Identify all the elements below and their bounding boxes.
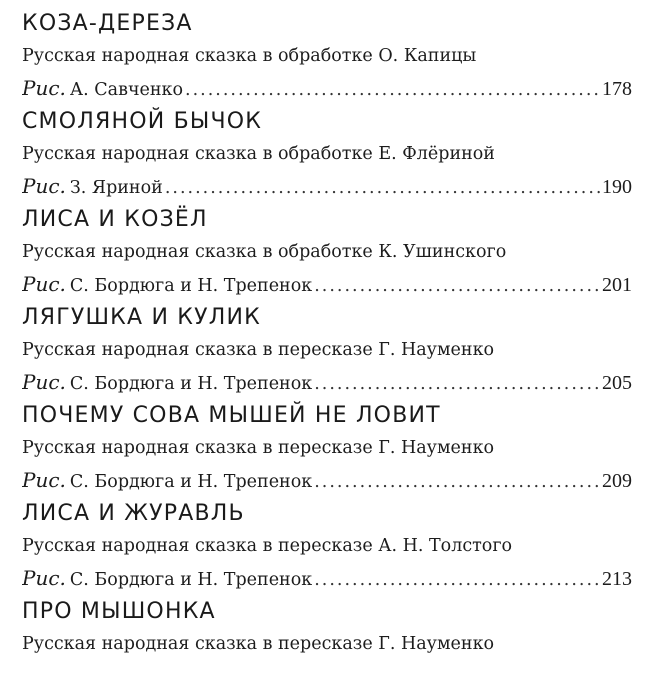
illustration-credit [22, 170, 632, 202]
page-number: 213 [602, 568, 632, 590]
story-source: Русская народная сказка в обработке К. Ушинского [22, 242, 507, 262]
illustrator-name: С. Бордюга и Н. Трепенок [69, 570, 313, 590]
dot-leader [165, 172, 600, 202]
illustration-prefix: Рис. [22, 468, 66, 492]
dot-leader [314, 270, 600, 300]
story-title: СМОЛЯНОЙ БЫЧОК [22, 109, 263, 134]
table-of-contents [22, 8, 632, 694]
story-title: ПОЧЕМУ СОВА МЫШЕЙ НЕ ЛОВИТ [22, 403, 441, 428]
story-title: ЛИСА И ЖУРАВЛЬ [22, 501, 245, 526]
toc-entry-lisa-i-zhuravl [22, 498, 632, 596]
toc-entry-lyagushka-i-kulik [22, 302, 632, 400]
illustration-prefix: Рис. [22, 76, 66, 100]
story-title: КОЗА-ДЕРЕЗА [22, 11, 193, 36]
toc-entry-smolyanoy-bychok [22, 106, 632, 204]
page-number: 201 [602, 274, 632, 296]
story-title: ПРО МЫШОНКА [22, 599, 216, 624]
illustrator-name: С. Бордюга и Н. Трепенок [69, 374, 313, 394]
story-source: Русская народная сказка в пересказе Г. Науменко [22, 340, 495, 360]
page-number: 209 [602, 470, 632, 492]
dot-leader [314, 564, 600, 594]
page-number: 178 [602, 78, 632, 100]
illustration-prefix: Рис. [22, 370, 66, 394]
illustration-credit [22, 268, 632, 300]
story-title: ЛЯГУШКА И КУЛИК [22, 305, 261, 330]
dot-leader [314, 466, 600, 496]
toc-entry-koza-dereza [22, 8, 632, 106]
story-source: Русская народная сказка в пересказе А. Н. Толстого [22, 536, 513, 556]
story-source: Русская народная сказка в пересказе Г. Науменко [22, 438, 495, 458]
page-number: 205 [602, 372, 632, 394]
illustration-credit [22, 72, 632, 104]
illustration-prefix: Рис. [22, 174, 66, 198]
illustration-credit [22, 366, 632, 398]
story-source: Русская народная сказка в пересказе Г. Науменко [22, 634, 495, 654]
illustration-prefix: Рис. [22, 272, 66, 296]
illustrator-name: З. Яриной [69, 178, 163, 198]
illustration-prefix: Рис. [22, 566, 66, 590]
story-source: Русская народная сказка в обработке Е. Флёриной [22, 144, 495, 164]
page-number: 190 [602, 176, 632, 198]
toc-entry-lisa-i-kozel [22, 204, 632, 302]
illustrator-name: А. Савченко [69, 80, 184, 100]
dot-leader [185, 74, 600, 104]
story-title: ЛИСА И КОЗЁЛ [22, 207, 208, 232]
illustrator-name: С. Бордюга и Н. Трепенок [69, 276, 313, 296]
illustration-credit [22, 562, 632, 594]
illustration-credit [22, 464, 632, 496]
illustrator-name: С. Бордюга и Н. Трепенок [69, 472, 313, 492]
story-source: Русская народная сказка в обработке О. Капицы [22, 46, 477, 66]
toc-entry-pro-myshonka [22, 596, 632, 694]
toc-entry-pochemu-sova [22, 400, 632, 498]
dot-leader [314, 368, 600, 398]
